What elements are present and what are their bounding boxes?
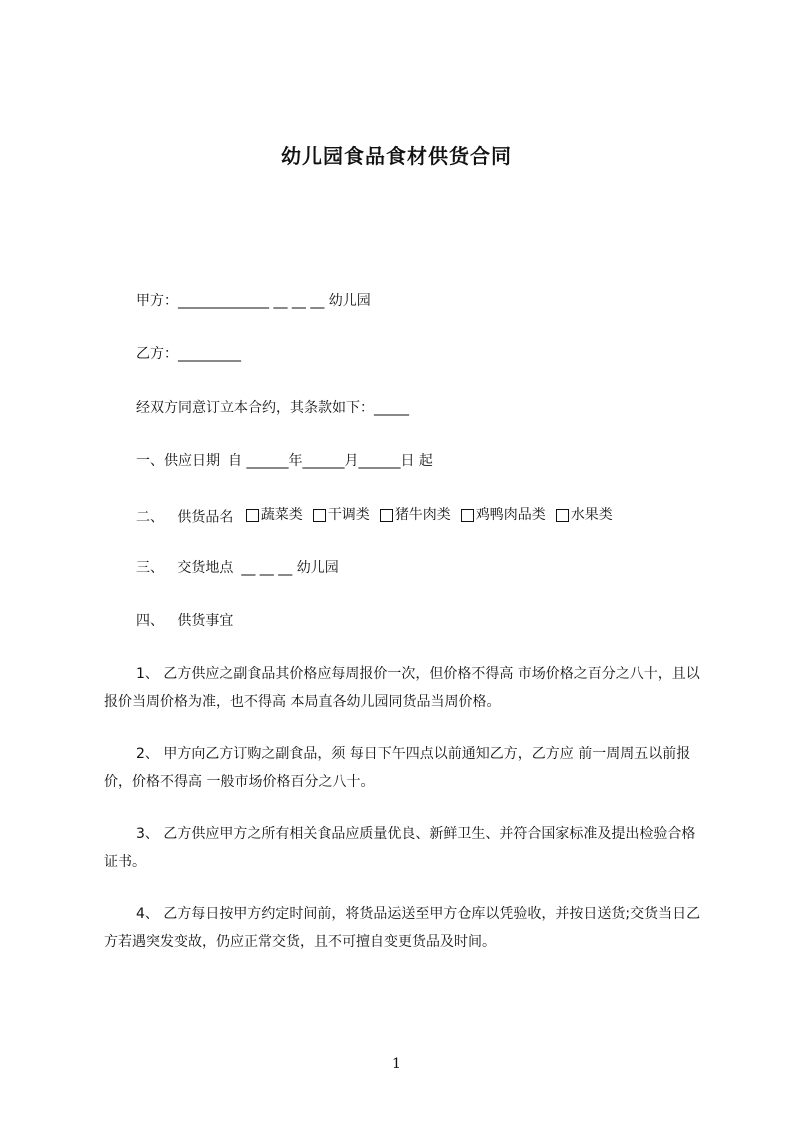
party-b-label: 乙方： (136, 346, 178, 362)
section-supply-date (136, 451, 433, 471)
checkbox-icon[interactable] (380, 509, 393, 522)
page-title: 幼儿园食品食材供货合同 (281, 144, 512, 168)
section-1-label: 一、供应日期 (136, 453, 220, 469)
goods-option-pork-beef[interactable]: 猪牛肉类 (380, 505, 451, 525)
section-goods-names (136, 505, 619, 528)
section-delivery-location (136, 558, 339, 578)
party-b-line (136, 344, 241, 364)
clause-4: 4、 乙方每日按甲方约定时间前，将货品运送至甲方仓库以凭验收，并按日送货;交货当日乙方若遇突发变故，仍应正常交货，且不可擅自变更货品及时间。 (104, 906, 701, 950)
section-1-value: 自 ______年______月______日 起 (228, 453, 433, 469)
party-a-value: _____________ __ __ __ 幼儿园 (178, 293, 371, 309)
party-a-line (136, 291, 371, 311)
goods-option-dry-seasoning[interactable]: 干调类 (313, 505, 370, 525)
goods-option-poultry[interactable]: 鸡鸭肉品类 (461, 505, 546, 525)
checkbox-icon[interactable] (313, 509, 326, 522)
goods-checkbox-group (246, 505, 619, 525)
clause-2: 2、 甲方向乙方订购之副食品，须 每日下午四点以前通知乙方，乙方应 前一周周五以前报价，价格不得高 一般市场价格百分之八十。 (104, 746, 691, 790)
section-4-label: 四、 供货事宜 (136, 613, 234, 629)
clause-1: 1、 乙方供应之副食品其价格应每周报价一次，但价格不得高 市场价格之百分之八十，且以报价当周价格为准，也不得高 本局直各幼儿园同货品当周价格。 (104, 666, 700, 710)
section-3-value: __ __ __ 幼儿园 (241, 560, 339, 576)
clause-3: 3、 乙方供应甲方之所有相关食品应质量优良、新鲜卫生、并符合国家标准及提出检验合格证书。 (104, 826, 696, 870)
goods-option-vegetables[interactable]: 蔬菜类 (246, 505, 303, 525)
page-number: 1 (392, 1056, 401, 1072)
section-2-label: 二、 供货品名 (136, 509, 234, 526)
section-supply-matters (136, 611, 233, 631)
intro-line: 经双方同意订立本合约，其条款如下：_____ (136, 400, 409, 416)
checkbox-icon[interactable] (461, 509, 474, 522)
party-b-value: _________ (178, 346, 241, 362)
section-3-label: 三、 交货地点 (136, 560, 234, 576)
checkbox-icon[interactable] (556, 509, 569, 522)
party-a-label: 甲方： (136, 293, 178, 309)
goods-option-fruit[interactable]: 水果类 (556, 505, 613, 525)
checkbox-icon[interactable] (246, 509, 259, 522)
